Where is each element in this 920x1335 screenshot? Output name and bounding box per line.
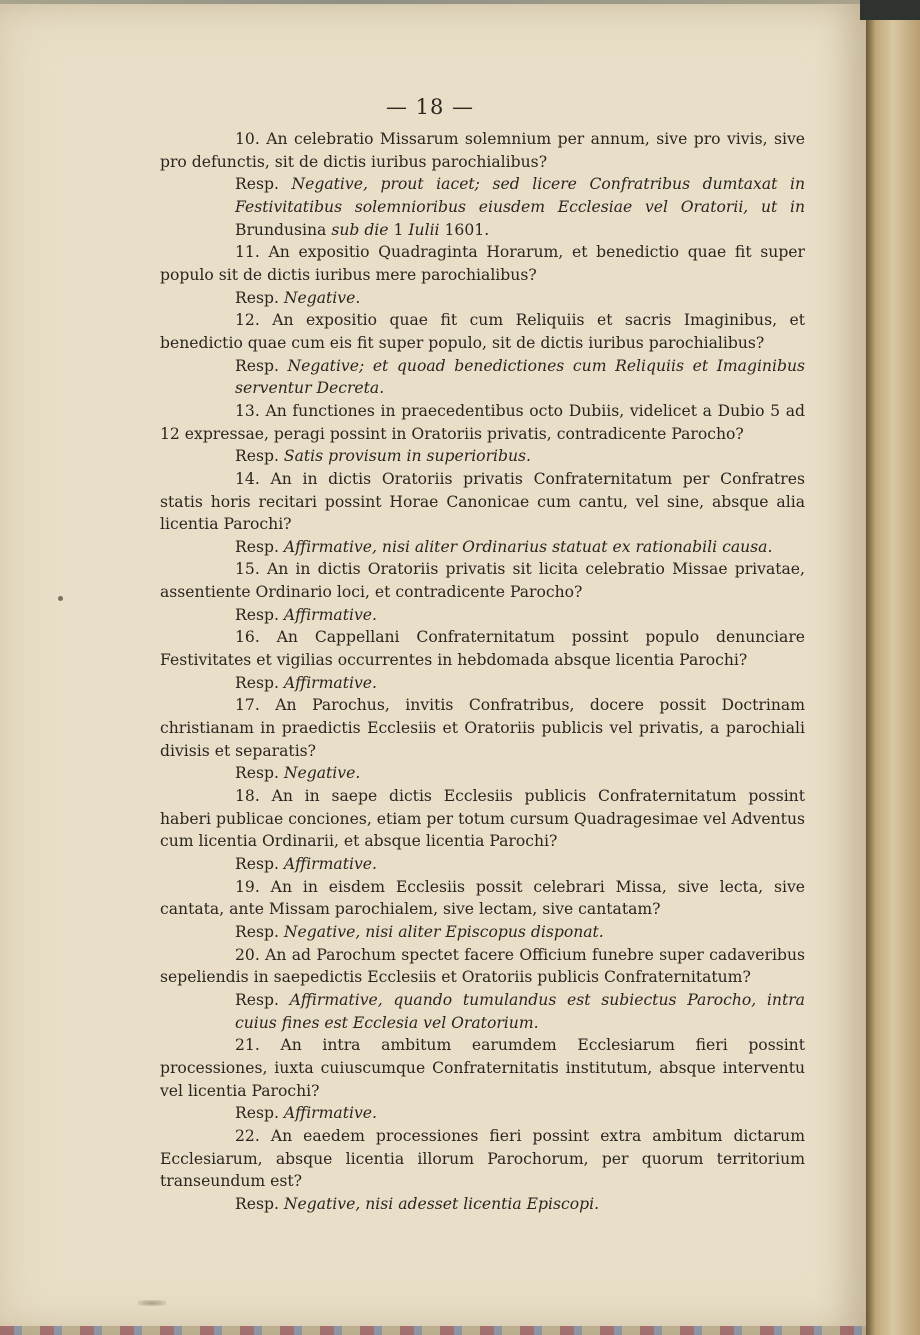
- response-10: Resp. Negative, prout iacet; sed licere Confratribus dumtaxat in Festivitatibus solemnioribus eiusdem Ecclesiae vel Oratorii, ut in Brundusina sub die 1 Iulii 1601.: [235, 175, 805, 239]
- question-20: 20. An ad Parochum spectet facere Officium funebre super cadaveribus sepeliendis in saepedictis Ecclesiis et Oratoriis publicis Confraternitatum?: [160, 945, 805, 987]
- response-19: Resp. Negative, nisi aliter Episcopus disponat.: [235, 922, 604, 941]
- question-12: 12. An expositio quae fit cum Reliquiis et sacris Imaginibus, et benedictio quae cum eis fit super populo, sit de dictis iuribus parochialibus?: [160, 311, 805, 352]
- question-10: 10. An celebratio Missarum solemnium per annum, sive pro vivis, sive pro defunctis, sit de dictis iuribus parochialibus?: [160, 130, 805, 171]
- response-12: Resp. Negative; et quoad benedictiones cum Reliquiis et Imaginibus serventur Decreta.: [235, 356, 805, 398]
- question-22: 22. An eaedem processiones fieri possint extra ambitum dictarum Ecclesiarum, absque licentia illorum Parochorum, per quorum territorium transeundum est?: [160, 1126, 805, 1191]
- question-14: 14. An in dictis Oratoriis privatis Confraternitatum per Confratres statis horis recitari possint Horae Canonicae cum cantu, vel sine, absque alia licentia Parochi?: [160, 469, 805, 534]
- question-17: 17. An Parochus, invitis Confratribus, docere possit Doctrinam christianam in praedictis Ecclesiis et Oratoriis publicis vel privatis, a parochiali divisis et separatis?: [160, 696, 805, 760]
- page-number: — 18 —: [385, 95, 475, 119]
- question-19: 19. An in eisdem Ecclesiis possit celebrari Missa, sive lecta, sive cantata, ante Missam parochialem, sive lectam, sive cantatam?: [160, 877, 805, 919]
- response-22: Resp. Negative, nisi adesset licentia Episcopi.: [235, 1194, 600, 1213]
- response-13: Resp. Satis provisum in superioribus.: [235, 447, 531, 466]
- response-17: Resp. Negative.: [235, 764, 361, 783]
- response-18: Resp. Affirmative.: [235, 855, 377, 873]
- question-11: 11. An expositio Quadraginta Horarum, et benedictio quae fit super populo sit de dictis iuribus mere parochialibus?: [160, 243, 805, 284]
- paper-blemish: [58, 596, 63, 601]
- ink-smudge: [138, 1300, 166, 1306]
- question-21: 21. An intra ambitum earumdem Ecclesiarum fieri possint processiones, iuxta cuiuscumque Confraternitatis institutum, absque interventu vel licentia Parochi?: [160, 1036, 805, 1100]
- response-16: Resp. Affirmative.: [235, 673, 377, 692]
- question-13: 13. An functiones in praecedentibus octo Dubiis, videlicet a Dubio 5 ad 12 expressae, peragi possint in Oratoriis privatis, contradicente Parocho?: [160, 401, 805, 443]
- question-16: 16. An Cappellani Confraternitatum possint populo denunciare Festivitates et vigilias occurrentes in hebdomada absque licentia Parochi?: [160, 628, 805, 670]
- response-11: Resp. Negative.: [235, 288, 361, 307]
- response-20: Resp. Affirmative, quando tumulandus est subiectus Parocho, intra cuius fines est Ecclesia vel Oratorium.: [235, 990, 805, 1032]
- question-15: 15. An in dictis Oratoriis privatis sit licita celebratio Missae privatae, assentiente Ordinario loci, et contradicente Parocho?: [160, 560, 805, 602]
- book-spine: [866, 0, 920, 1335]
- binding-corner: [860, 0, 920, 20]
- response-14: Resp. Affirmative, nisi aliter Ordinarius statuat ex rationabili causa.: [235, 537, 773, 556]
- response-15: Resp. Affirmative.: [235, 605, 377, 624]
- page-top-edge: [0, 0, 866, 4]
- response-21: Resp. Affirmative.: [235, 1104, 377, 1123]
- question-18: 18. An in saepe dictis Ecclesiis publicis Confraternitatum possint haberi publicae conciones, etiam per totum cursum Quadragesimae vel Adventus cum licentia Ordinarii, et absque licentia Parochi?: [160, 787, 805, 851]
- page-bottom-edge: [0, 1326, 866, 1335]
- body-text: [160, 128, 805, 1216]
